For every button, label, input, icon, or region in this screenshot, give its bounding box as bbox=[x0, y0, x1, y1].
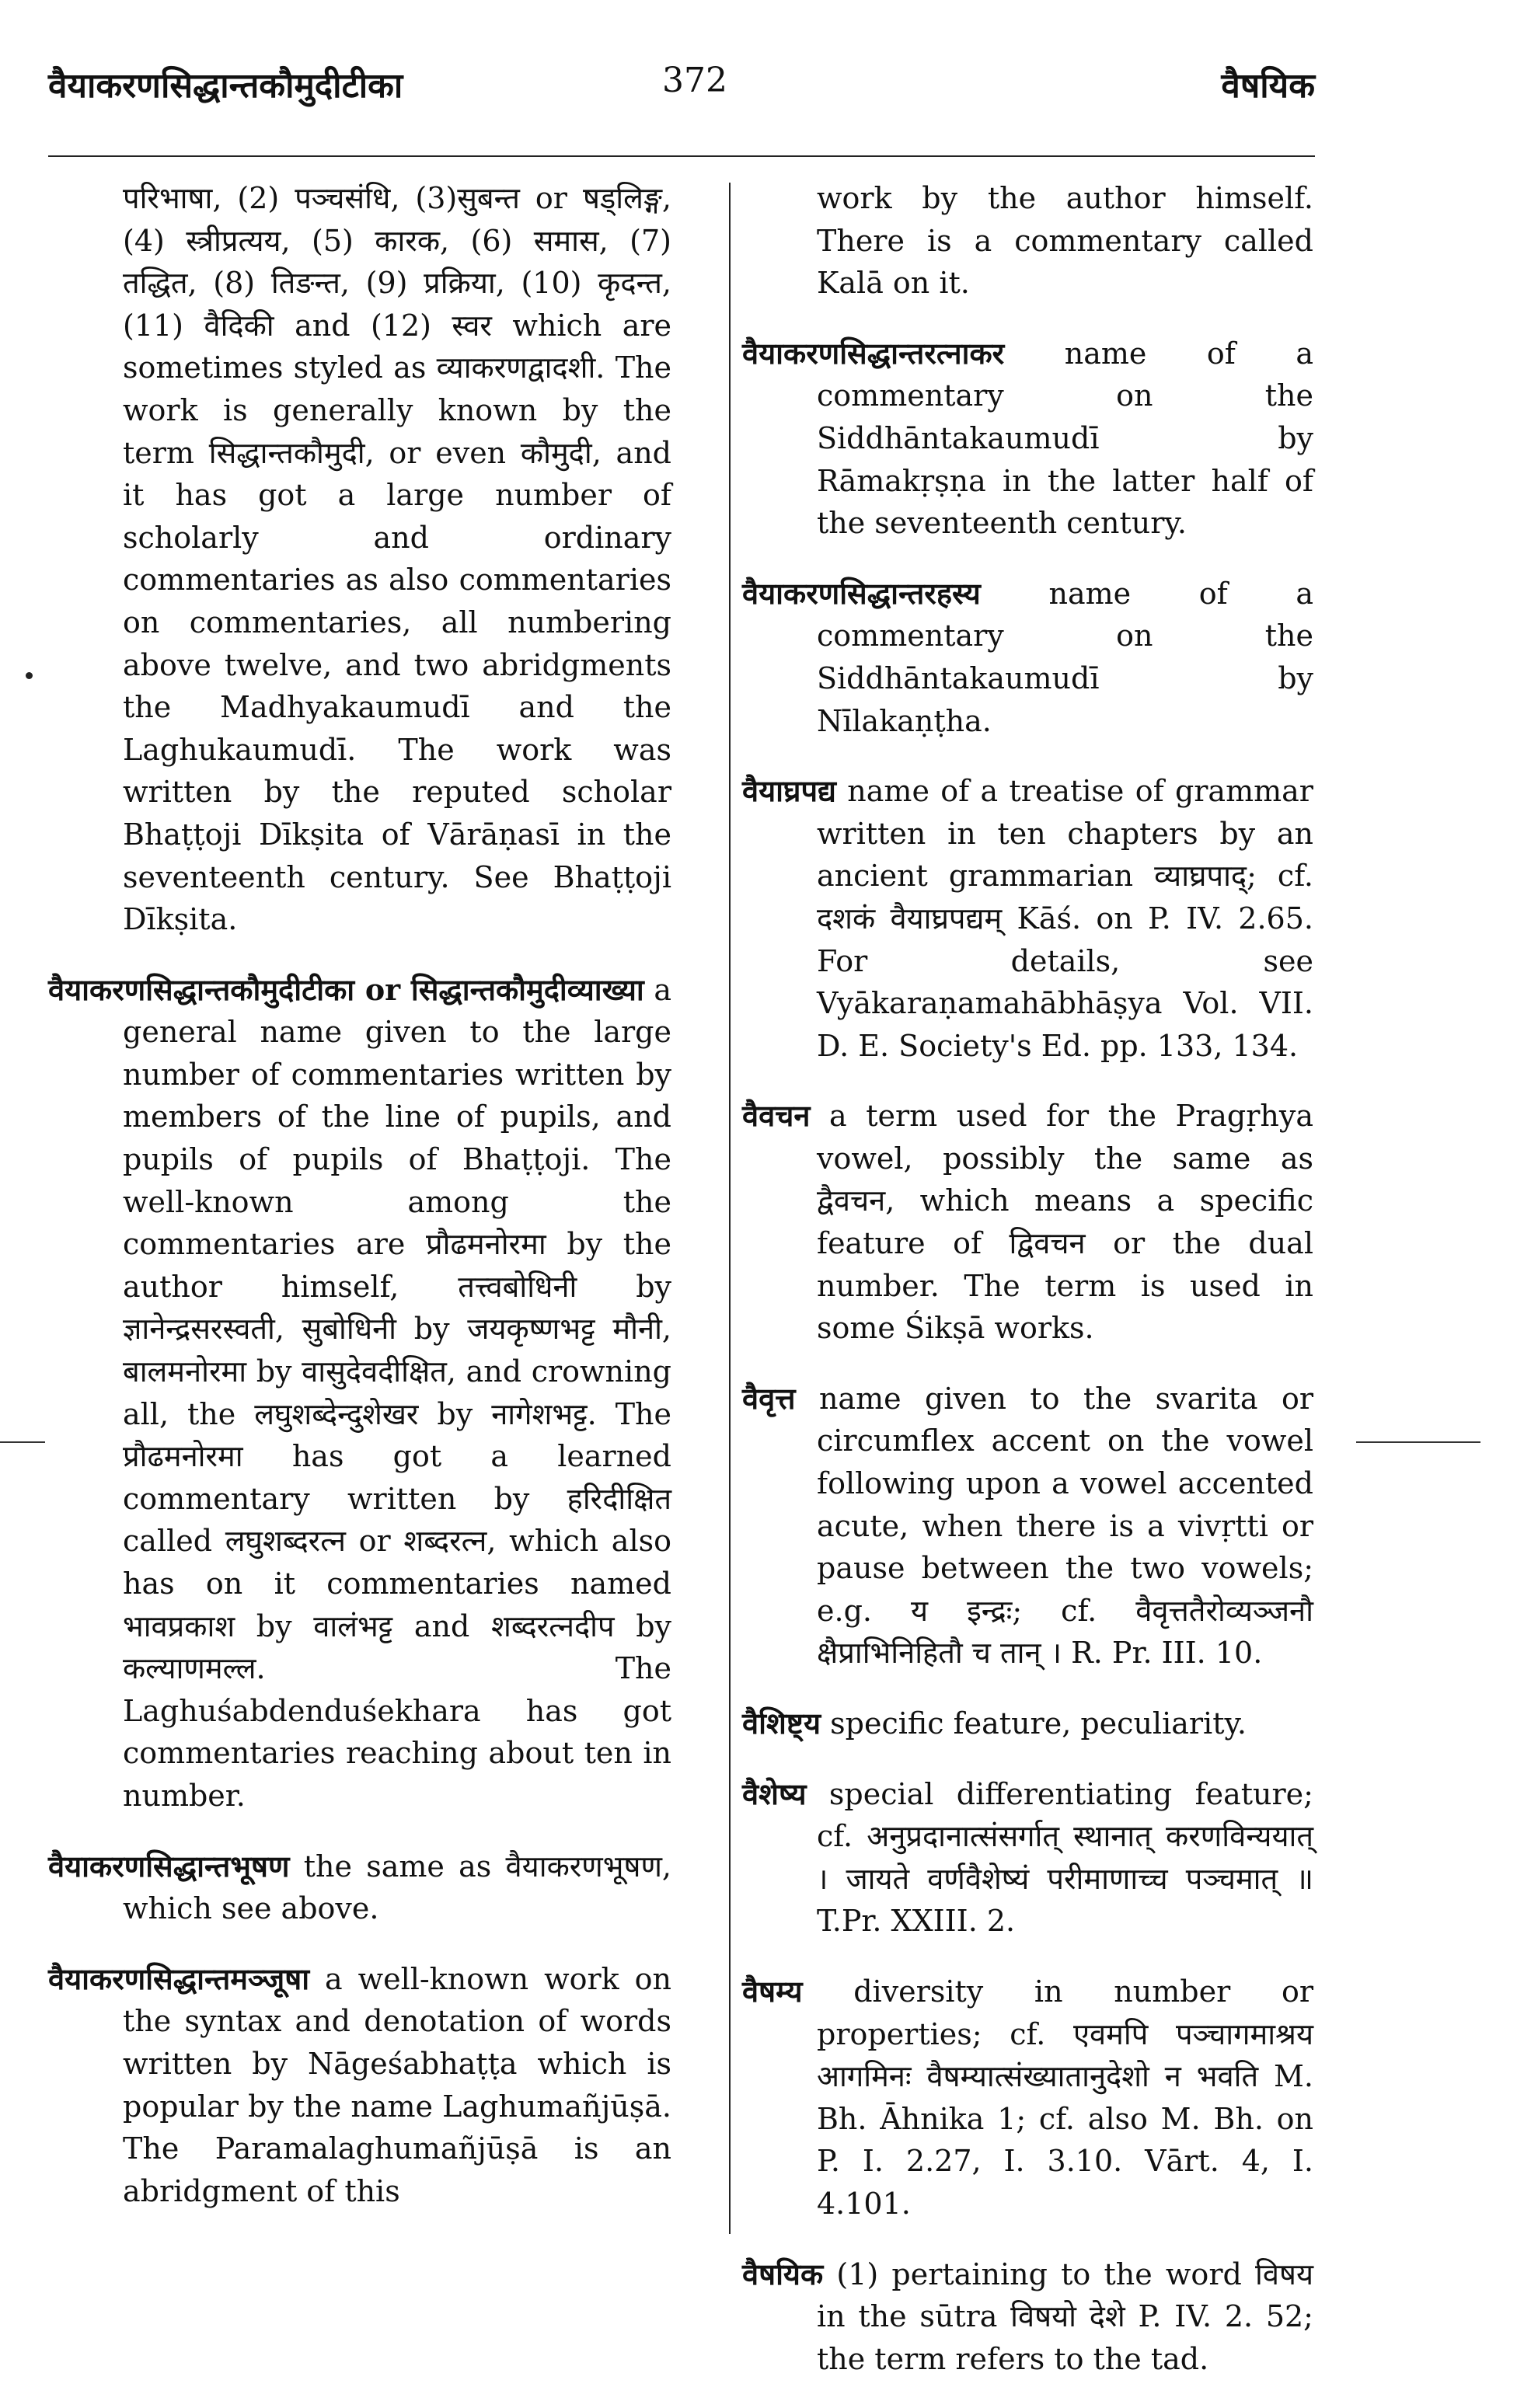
entry-definition: name of a treatise of grammar written in ten chapters by an ancient grammarian व्याघ्रपाद्; cf. दशकं वैयाघ्रपद्यम् Kāś. on P. IV. 2.65. For details, see Vyākaraṇamahābhāṣya Vol. VII. D. E. Society's Ed. pp. 133, 134. bbox=[817, 774, 1313, 1063]
dictionary-entry bbox=[48, 1958, 671, 2213]
dictionary-entry bbox=[742, 1095, 1313, 1350]
entry-headword: वैशिष्ट्य bbox=[742, 1706, 821, 1741]
entry-headword: वैशेष्य bbox=[742, 1776, 807, 1811]
scan-mark-right bbox=[1356, 1441, 1480, 1443]
entry-headword: वैवचन bbox=[742, 1098, 811, 1134]
running-head-left: वैयाकरणसिद्धान्तकौमुदीटीका bbox=[48, 66, 403, 106]
dictionary-entry bbox=[742, 1378, 1313, 1674]
continued-text: परिभाषा, (2) पञ्चसंधि, (3)सुबन्त or षड्‌लिङ्ग, (4) स्त्रीप्रत्यय, (5) कारक, (6) समास, (7) तद्धित, (8) तिङन्त, (9) प्रक्रिया, (10) कृदन्त, (11) वैदिकी and (12) स्वर which are sometimes styled as व्याकरणद्वादशी. The work is generally known by the term सिद्धान्तकौमुदी, or even कौमुदी, and it has got a large number of scholarly and ordinary commentaries as also commentaries on commentaries, all numbering above twelve, and two abridgments the Madhyakaumudī and the Laghukaumudī. The work was written by the reputed scholar Bhaṭṭoji Dīkṣita of Vārāṇasī in the seventeenth century. See Bhaṭṭoji Dīkṣita. bbox=[123, 181, 671, 937]
entry-definition: (1) pertaining to the word विषय in the sūtra विषयो देशे P. IV. 2. 52; the term refers to the tad. bbox=[817, 2256, 1313, 2376]
entry-headword: वैयाकरणसिद्धान्तभूषण bbox=[48, 1848, 290, 1884]
entry-headword: वैषयिक bbox=[742, 2256, 824, 2291]
left-column bbox=[48, 177, 671, 2240]
scan-mark-left bbox=[0, 1441, 45, 1443]
dictionary-entry bbox=[48, 1845, 671, 1930]
entry-definition: diversity in number or properties; cf. एवमपि पञ्चागमाश्रय आगमिनः वैषम्यात्संख्यातानुदेशो न भवति M. Bh. Āhnika 1; cf. also M. Bh. on P. I. 2.27, I. 3.10. Vārt. 4, I. 4.101. bbox=[817, 1974, 1313, 2221]
right-column bbox=[742, 177, 1313, 2408]
entry-headword: वैयाकरणसिद्धान्तमञ्जूषा bbox=[48, 1960, 310, 1996]
entry-headword: वैषम्य bbox=[742, 1973, 803, 2009]
entry-definition: special differentiating feature; cf. अनुप्रदानात्संसर्गात् स्थानात् करणविन्ययात् । जायते वर्णवैशेष्यं परीमाणाच्च पञ्चमात् ॥ T.Pr. XXIII. 2. bbox=[817, 1776, 1313, 1939]
entry-definition: name of a commentary on the Siddhāntakaumudī by Rāmakṛṣṇa in the latter half of the seventeenth century. bbox=[817, 336, 1313, 541]
entry-definition: the same as वैयाकरणभूषण, which see above. bbox=[123, 1849, 671, 1926]
dictionary-entry bbox=[742, 770, 1313, 1067]
dictionary-entry bbox=[742, 1702, 1313, 1745]
running-head-right: वैषयिक bbox=[1221, 66, 1315, 106]
entry-definition: a term used for the Pragṛhya vowel, possibly the same as द्वैवचन, which means a specific feature of द्विवचन or the dual number. The term is used in some Śikṣā works. bbox=[817, 1099, 1313, 1346]
entry-definition: a well-known work on the syntax and denotation of words written by Nāgeśabhaṭṭa which is popular by the name Laghumañjūṣā. The Paramalaghumañjūṣā is an abridgment of this bbox=[123, 1961, 671, 2208]
dictionary-entry bbox=[742, 333, 1313, 545]
entry-definition: a general name given to the large number of commentaries written by members of the line of pupils, and pupils of pupils of Bhaṭṭoji. The well-known among the commentaries are प्रौढमनोरमा by the author himself, तत्त्वबोधिनी by ज्ञानेन्द्रसरस्वती, सुबोधिनी by जयकृष्णभट्ट मौनी, बालमनोरमा by वासुदेवदीक्षित, and crowning all, the लघुशब्देन्दुशेखर by नागेशभट्ट. The प्रौढमनोरमा has got a learned commentary written by हरिदीक्षित called लघुशब्दरत्न or शब्दरत्न, which also has on it commentaries named भावप्रकाश by वालंभट्ट and शब्दरत्नदीप by कल्याणमल्ल. The Laghuśabdenduśekhara has got commentaries reaching about ten in number. bbox=[123, 972, 671, 1813]
dictionary-entry bbox=[742, 573, 1313, 742]
entry-headword: वैयाघ्रपद्य bbox=[742, 773, 836, 809]
page-number: 372 bbox=[662, 61, 727, 100]
running-header bbox=[48, 61, 1315, 123]
entry-definition: name of a commentary on the Siddhāntakaumudī by Nīlakaṇṭha. bbox=[817, 576, 1313, 738]
dictionary-entry bbox=[742, 1773, 1313, 1943]
entry-headword: वैवृत्त bbox=[742, 1380, 796, 1416]
continued-text: work by the author himself. There is a commentary called Kalā on it. bbox=[817, 181, 1313, 301]
entry-headword: वैयाकरणसिद्धान्तरहस्य bbox=[742, 575, 981, 611]
header-rule bbox=[48, 155, 1315, 157]
column-divider bbox=[729, 183, 731, 2234]
scan-dot bbox=[26, 672, 33, 679]
entry-headword: वैयाकरणसिद्धान्तरत्नाकर bbox=[742, 335, 1005, 371]
entry-headword: वैयाकरणसिद्धान्तकौमुदीटीका or सिद्धान्तकौमुदीव्याख्या bbox=[48, 971, 644, 1007]
entry-definition: name given to the svarita or circumflex accent on the vowel following upon a vowel accented acute, when there is a vivṛtti or pause between the two vowels; e.g. य इन्द्रः; cf. वैवृत्ततैरोव्यञ्जनौ क्षैप्राभिनिहितौ च तान् । R. Pr. III. 10. bbox=[817, 1381, 1313, 1671]
dictionary-entry bbox=[742, 1971, 1313, 2225]
entry-definition: specific feature, peculiarity. bbox=[830, 1706, 1247, 1741]
dictionary-entry bbox=[48, 969, 671, 1817]
dictionary-entry bbox=[742, 2253, 1313, 2381]
